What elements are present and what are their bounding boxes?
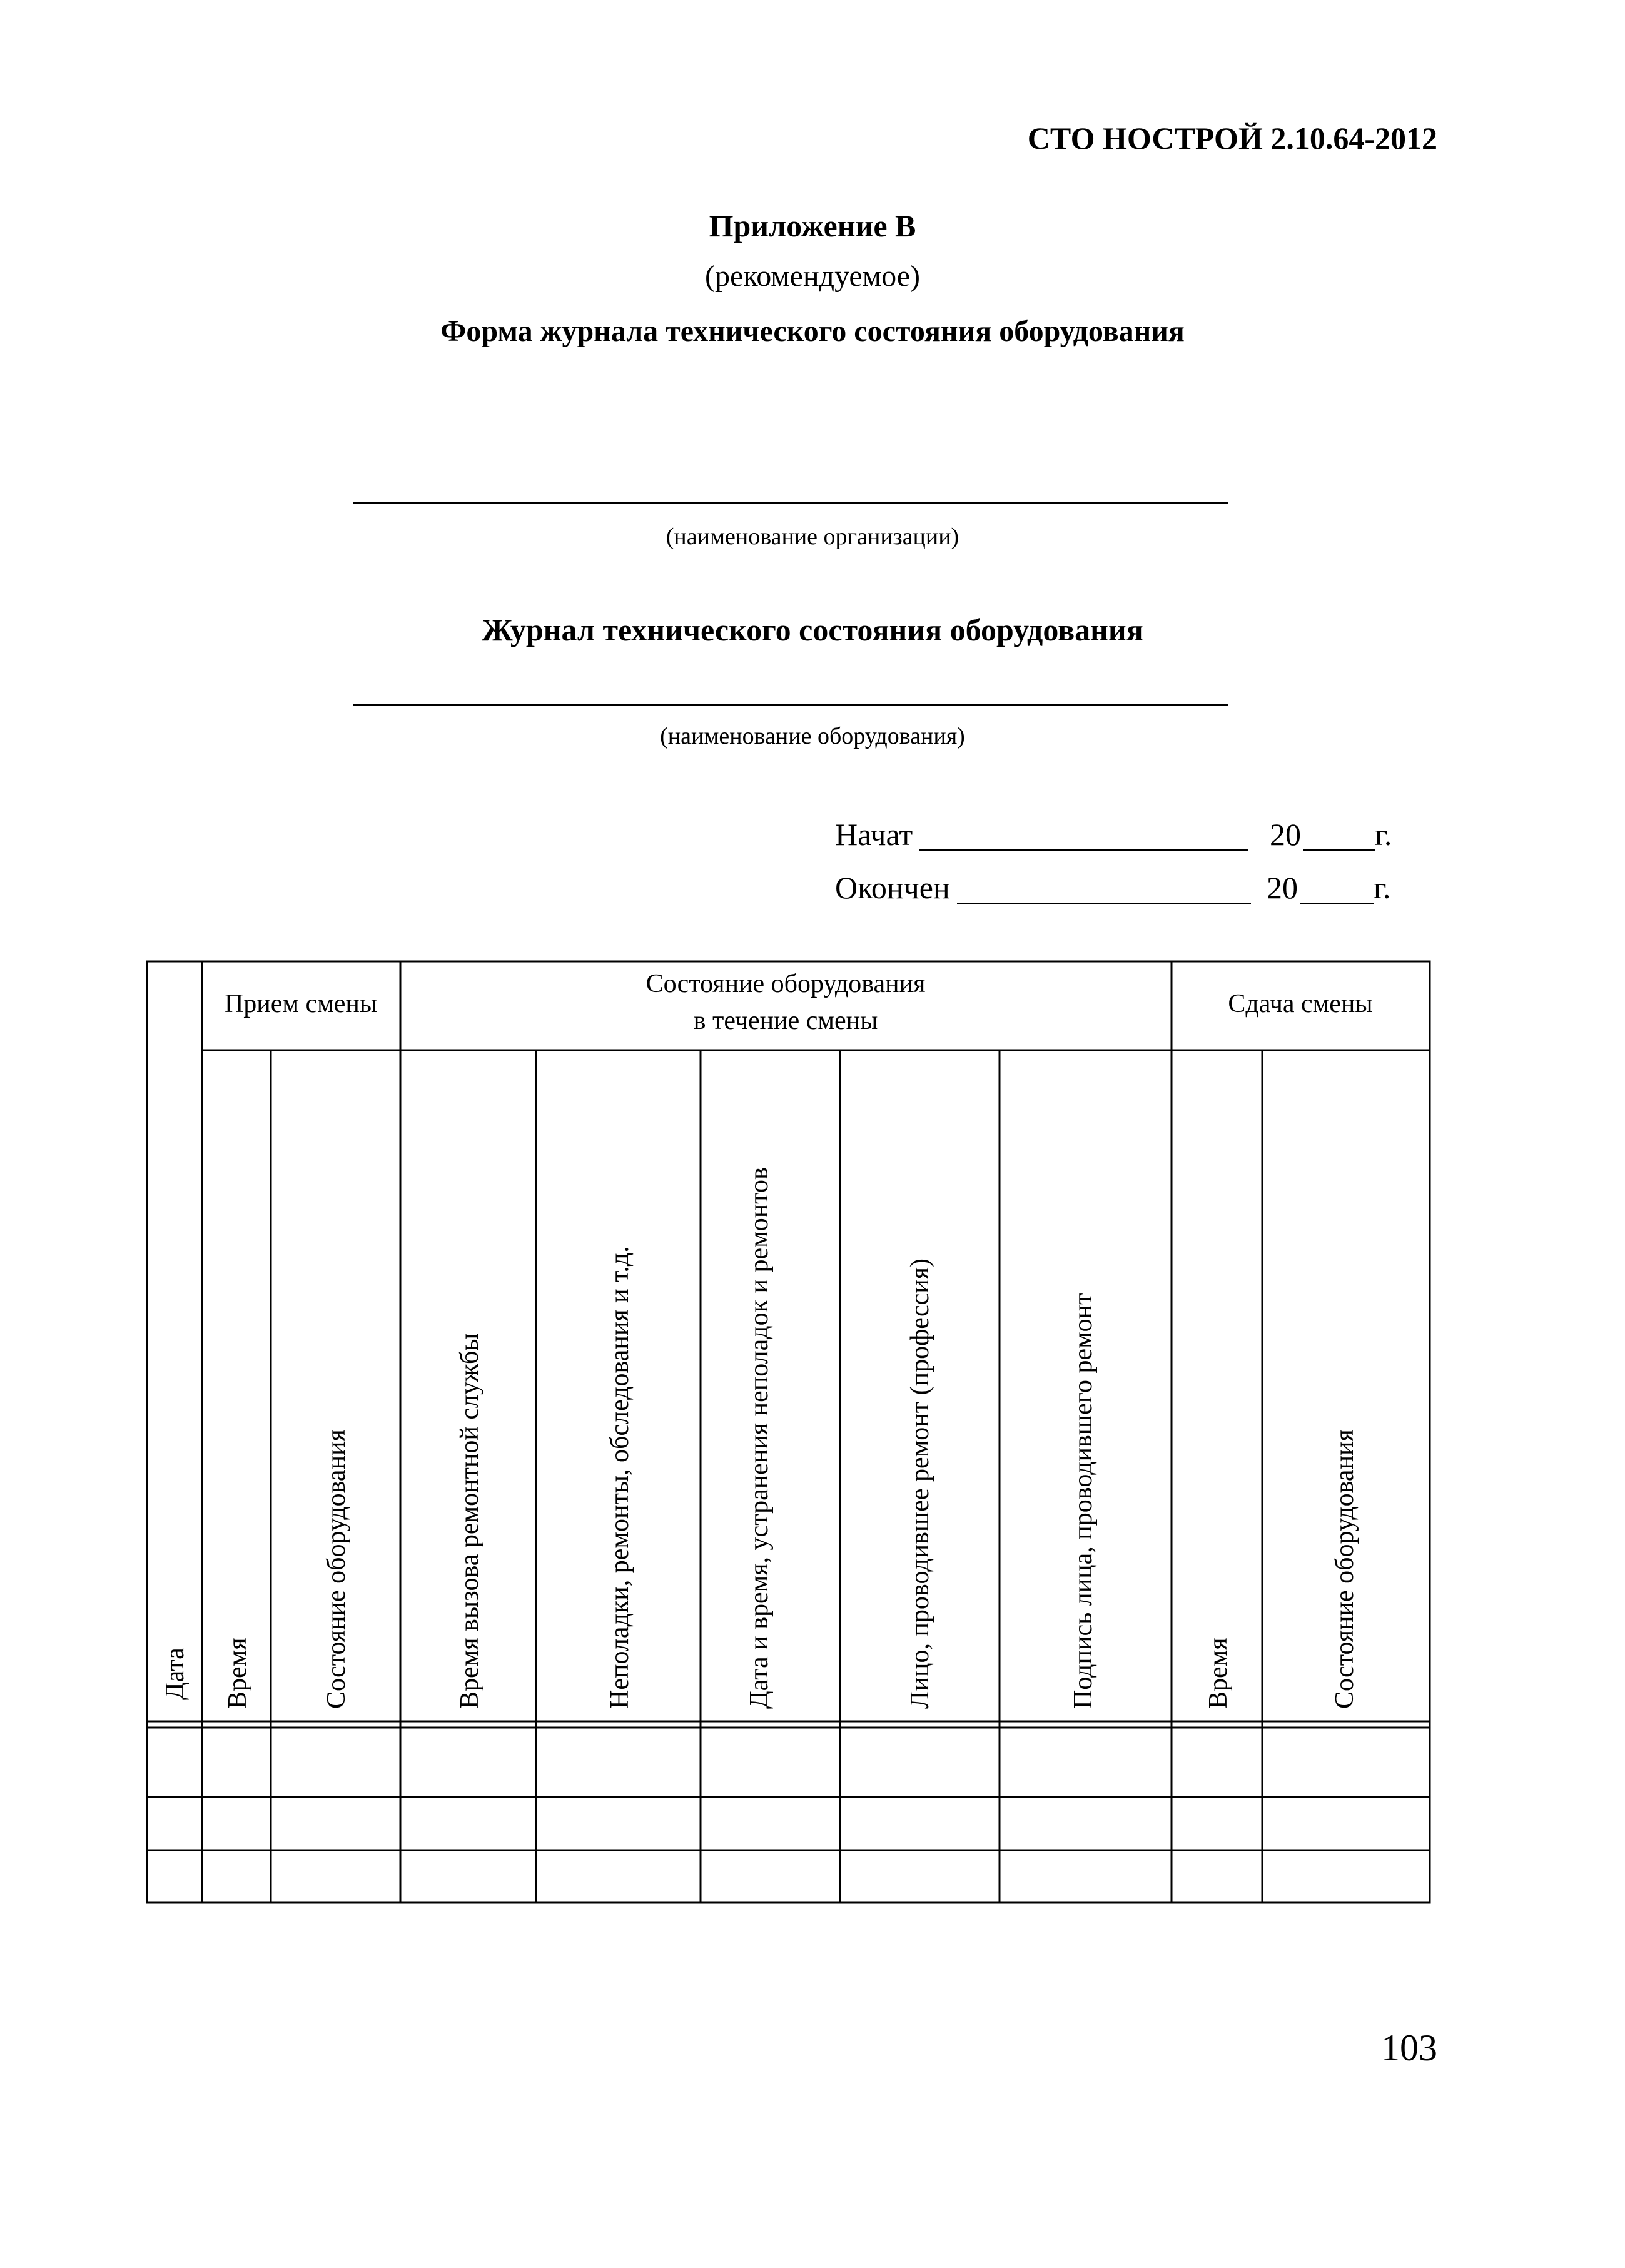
- finished-label: Окончен: [835, 870, 950, 905]
- journal-title: Журнал технического состояния оборудования: [482, 612, 1143, 647]
- column-header-repair-person: Лицо, проводившее ремонт (профессия): [906, 1258, 934, 1709]
- organization-caption: (наименование организации): [666, 524, 959, 550]
- group-header-reception: Прием смены: [224, 990, 378, 1018]
- appendix-title: Приложение В: [709, 208, 916, 243]
- page-number: 103: [1381, 2027, 1437, 2068]
- started-year-prefix: 20: [1270, 817, 1301, 852]
- column-header-repair-signature: Подпись лица, проводившего ремонт: [1069, 1293, 1098, 1709]
- started-label: Начат: [835, 817, 913, 852]
- group-header-handover: Сдача смены: [1228, 990, 1373, 1018]
- column-header-reception-time: Время: [223, 1638, 252, 1709]
- finished-year-suffix: г.: [1374, 870, 1391, 905]
- appendix-note: (рекомендуемое): [705, 260, 920, 293]
- column-header-faults: Неполадки, ремонты, обследования и т.д.: [605, 1246, 634, 1709]
- column-header-fix-datetime: Дата и время, устранения неполадок и ремонтов: [745, 1167, 774, 1709]
- column-header-handover-time: Время: [1204, 1638, 1233, 1709]
- column-header-repair-call-time: Время вызова ремонтной службы: [455, 1333, 484, 1709]
- column-header-reception-state: Состояние оборудования: [322, 1429, 351, 1709]
- finished-year-prefix: 20: [1267, 870, 1298, 905]
- document-code-header: СТО НОСТРОЙ 2.10.64-2012: [1027, 121, 1437, 156]
- equipment-caption: (наименование оборудования): [660, 723, 965, 749]
- started-year-suffix: г.: [1375, 817, 1392, 852]
- column-header-date: Дата: [161, 1648, 190, 1700]
- column-header-handover-state: Состояние оборудования: [1330, 1429, 1359, 1709]
- form-title: Форма журнала технического состояния оборудования: [440, 315, 1185, 348]
- group-header-state-line2: в течение смены: [693, 1006, 878, 1035]
- group-header-state-line1: Состояние оборудования: [645, 969, 926, 998]
